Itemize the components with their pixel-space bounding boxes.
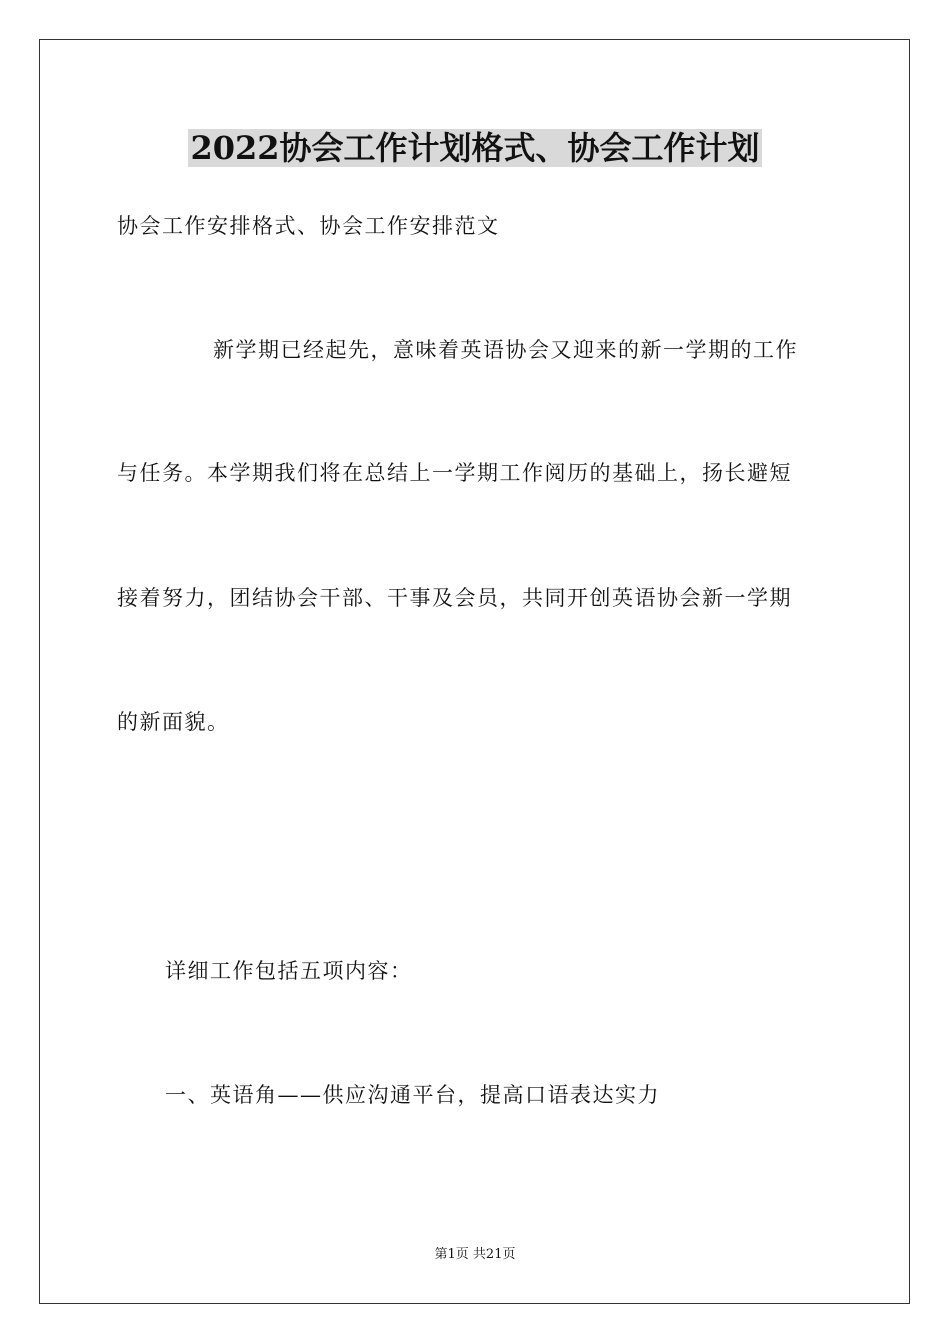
paragraph-line-1: 新学期已经起先，意味着英语协会又迎来的新一学期的工作 [213,338,798,362]
list-item-1: 一、英语角——供应沟通平台，提高口语表达实力 [165,1083,660,1107]
page-footer: 第1页 共21页 [434,1247,516,1262]
paragraph-line-4: 的新面貌。 [117,710,230,734]
section-intro: 详细工作包括五项内容： [165,959,413,983]
paragraph-line-3: 接着努力，团结协会干部、干事及会员，共同开创英语协会新一学期 [117,586,792,610]
document-subtitle: 协会工作安排格式、协会工作安排范文 [117,214,500,238]
paragraph-line-2: 与任务。本学期我们将在总结上一学期工作阅历的基础上，扬长避短 [117,461,792,485]
document-title [0,128,950,168]
document-title-text: 2022协会工作计划格式、协会工作计划 [190,129,760,167]
